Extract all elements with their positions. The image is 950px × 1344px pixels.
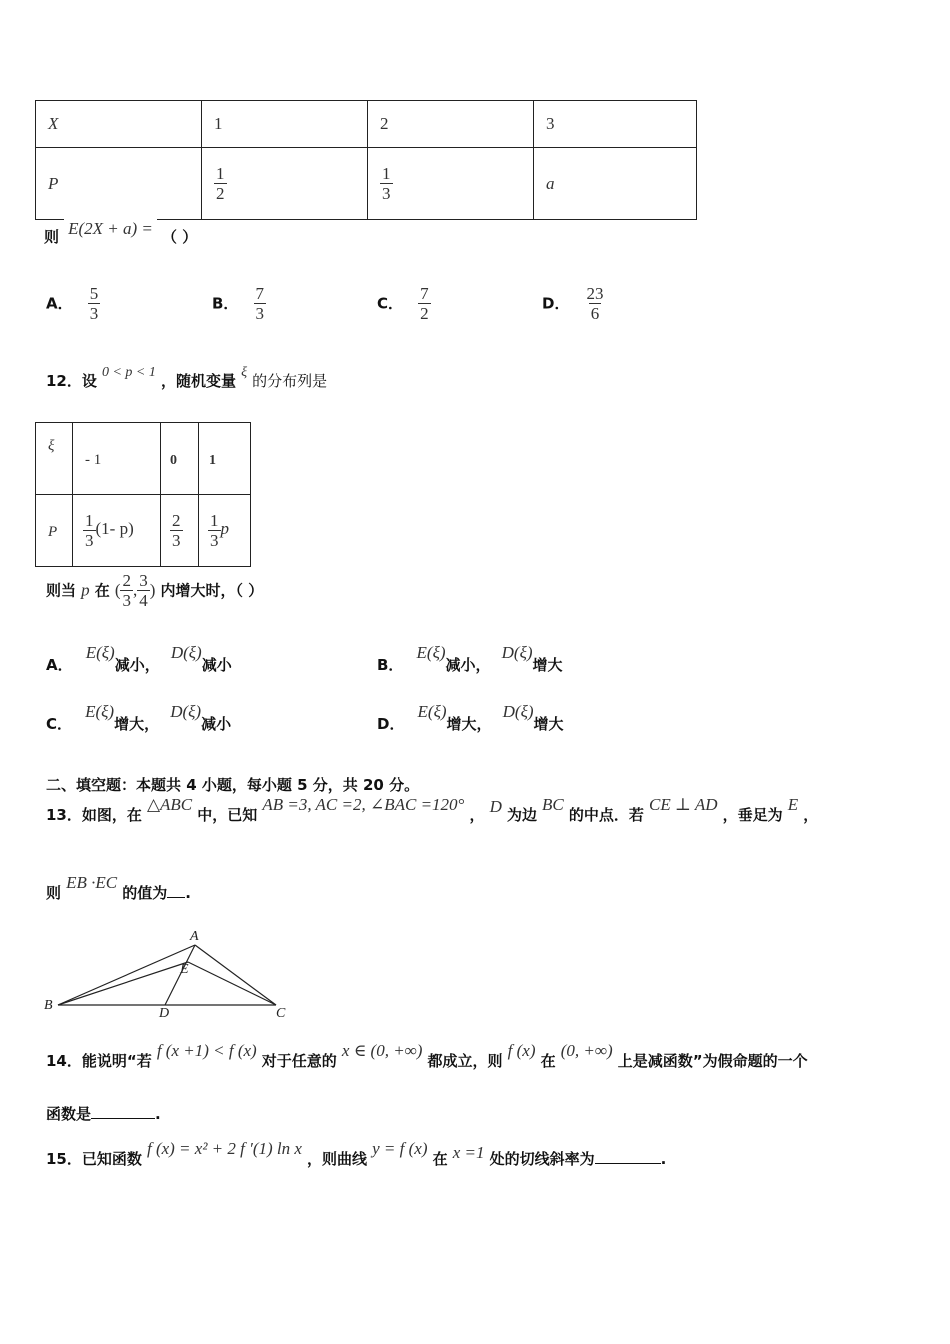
q12-cell-0: $\frac{2}{3}$ [161,495,199,567]
q11-header-1: 1 [202,101,368,148]
q11-row-p: P [36,148,202,220]
segment-ce [188,962,276,1005]
q12-cell-1: $\frac{1}{3}$ p [199,495,251,567]
q15-stem: 15．已知函数 f (x) = x² + 2 f ′(1) ln x ，则曲线 y = f (x) 在 x =1 处的切线斜率为 . [46,1139,667,1168]
q15-answer-blank[interactable] [595,1163,661,1164]
q11-cell-half: $\frac{1}{2}$ [202,148,368,220]
section-heading-fill-in: 二、填空题：本题共 4 小题，每小题 5 分，共 20 分。 [46,776,420,794]
q12-header-1: 1 [199,423,251,495]
q11-option-c[interactable]: C． $\frac{7}{2}$ [377,284,429,323]
q12-header-0: 0 [161,423,199,495]
q12-option-a[interactable]: A． E(ξ)减小， D(ξ)减小 [46,643,232,674]
q11-option-b[interactable]: B． $\frac{7}{3}$ [212,284,265,323]
q12-header-neg1: - 1 [73,423,161,495]
q13-question: 则 EB ·EC 的值为 . [46,873,191,902]
q11-stem: 则 E(2X + a) = （ ） [44,219,198,246]
segment-ac [195,945,276,1005]
q11-distribution-table [35,100,697,220]
q11-option-a[interactable]: A． $\frac{5}{3}$ [46,284,99,323]
q13-answer-blank[interactable] [167,897,185,898]
q12-row-p: P [36,495,73,567]
q11-header-x: X [36,101,202,148]
q14-stem: 14．能说明“若 f (x +1) < f (x) 对于任意的 x ∈ (0, +∞) 都成立，则 f (x) 在 (0, +∞) 上是减函数”为假命题的一个 [46,1041,808,1070]
label-b: B [44,998,53,1013]
q11-option-d[interactable]: D． $\frac{23}{6}$ [542,284,604,323]
label-d: D [159,1006,170,1020]
q13-triangle-figure [40,925,300,1020]
q11-header-2: 2 [368,101,534,148]
q14-answer-blank[interactable] [91,1118,155,1119]
q13-stem: 13．如图，在 △ABC 中，已知 AB =3, AC =2, ∠BAC =120° ， D 为边 BC 的中点．若 CE ⊥ AD ，垂足为 E ， [46,795,819,824]
segment-ba [58,945,195,1005]
q11-cell-third: $\frac{1}{3}$ [368,148,534,220]
label-a: A [190,929,199,944]
q12-ask: 则当 p 在 ( $\frac{2}{3}$ , $\frac{3}{4}$ ) 内增大时，（ ） [46,571,264,610]
q12-option-d[interactable]: D． E(ξ)增大， D(ξ)增大 [377,702,564,733]
q11-cell-a: a [534,148,697,220]
q12-header-xi: ξ [36,423,73,495]
q12-distribution-table [35,422,251,567]
q14-question: 函数是 . [46,1105,161,1123]
q12-option-b[interactable]: B． E(ξ)减小， D(ξ)增大 [377,643,563,674]
label-e: E [180,962,189,977]
q12-option-c[interactable]: C． E(ξ)增大， D(ξ)减小 [46,702,232,733]
q12-stem: 12．设 0 < p < 1 ，随机变量 ξ 的分布列是 [46,365,328,390]
label-c: C [276,1006,286,1020]
q11-header-3: 3 [534,101,697,148]
q12-cell-neg1: $\frac{1}{3}$ (1- p) [73,495,161,567]
